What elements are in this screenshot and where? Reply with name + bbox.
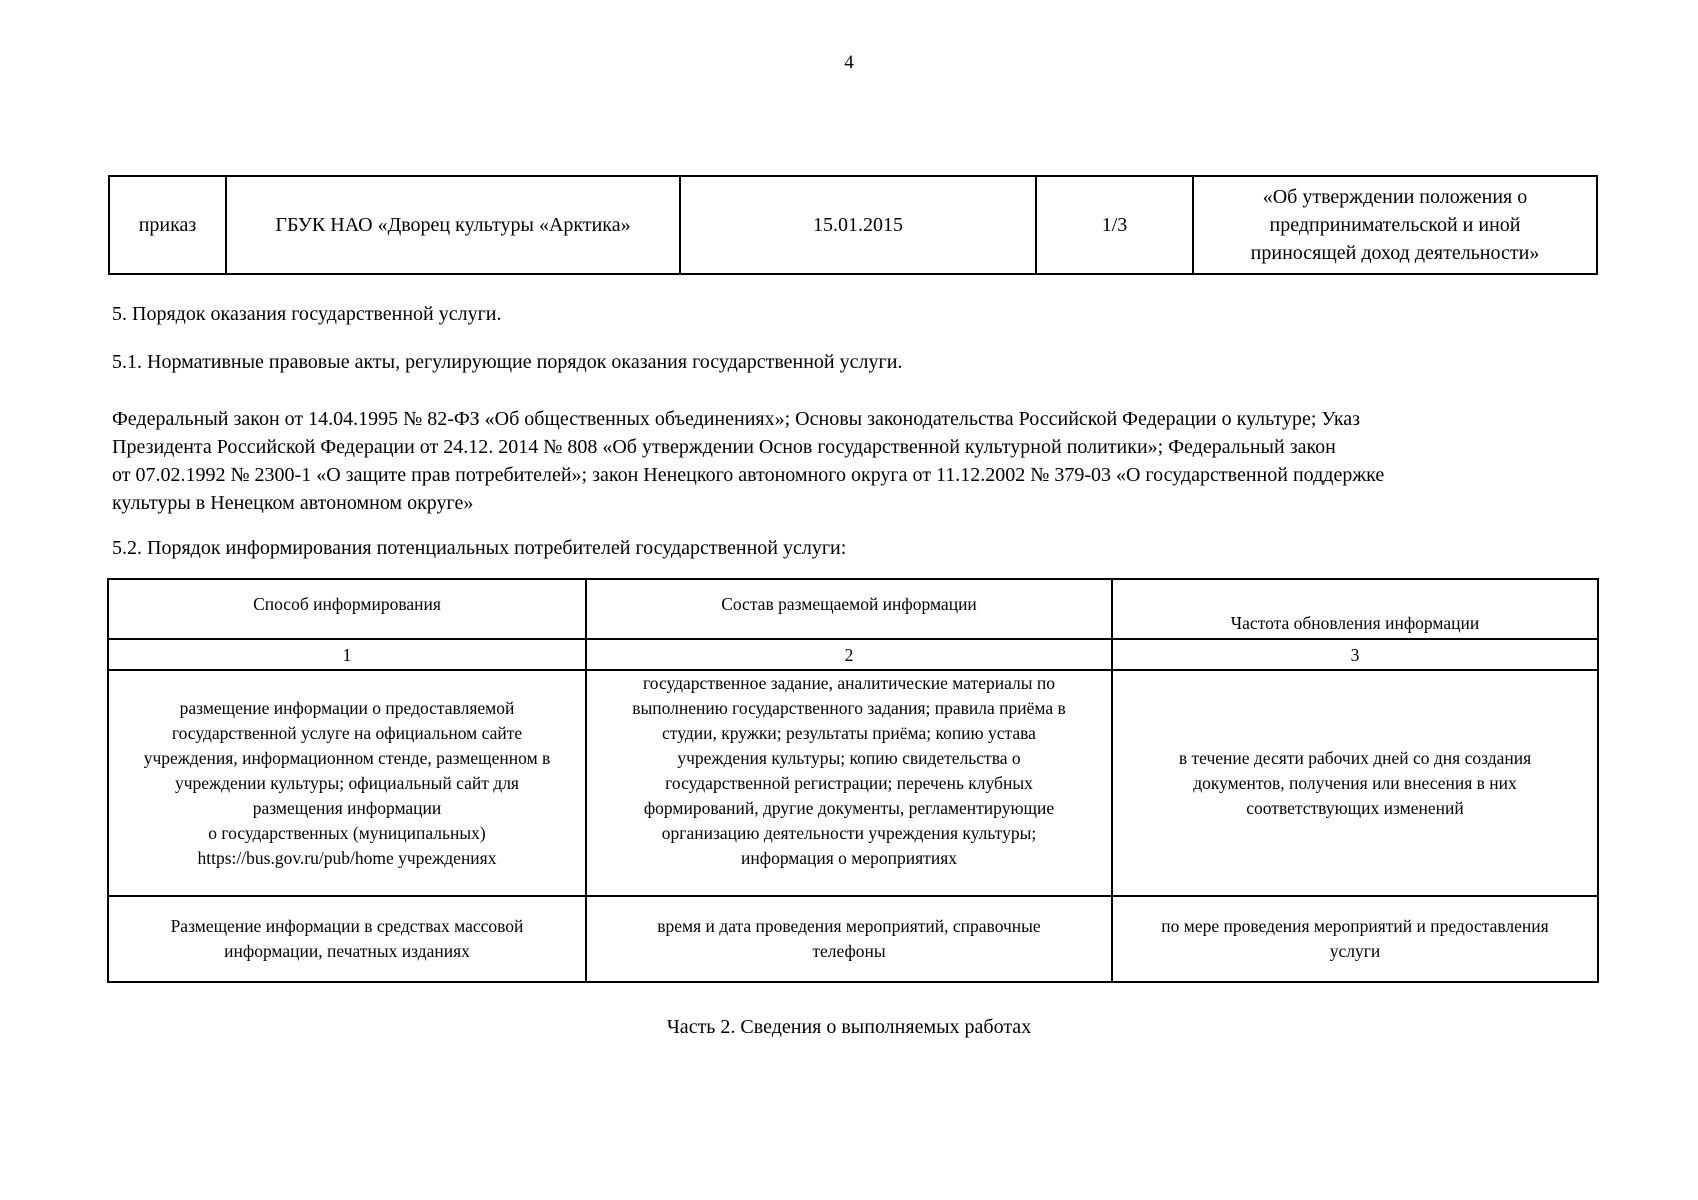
- table-header-row: [108, 579, 1598, 639]
- table-row: [108, 670, 1598, 896]
- cell-line: https://bus.gov.ru/pub/home учреждениях: [197, 847, 497, 868]
- cell-line: размещения информации: [252, 797, 442, 818]
- cell-line: услуги: [1329, 941, 1381, 961]
- cell-line: выполнению государственного задания; правила приёма в: [632, 698, 1066, 718]
- act-title-line: предпринимательской и иной: [1269, 214, 1521, 236]
- laws-line: от 07.02.1992 № 2300-1 «О защите прав потребителей»; закон Ненецкого автономного округа от 11.12.2002 № 379-03 «О государственной поддержке: [112, 464, 1385, 486]
- laws-line: Президента Российской Федерации от 24.12. 2014 № 808 «Об утверждении Основ государственной культурной политики»; Федеральный закон: [112, 436, 1336, 458]
- frequency-cell: [1112, 670, 1598, 896]
- cell-line: время и дата проведения мероприятий, справочные: [657, 916, 1041, 936]
- cell-line: информация о мероприятиях: [741, 848, 957, 868]
- frequency-cell: [1112, 896, 1598, 982]
- column-header: Состав размещаемой информации: [586, 579, 1112, 639]
- cell-line: учреждении культуры; официальный сайт для: [174, 772, 519, 793]
- legal-act-table: [108, 175, 1598, 275]
- cell-line: организацию деятельности учреждения культуры;: [661, 823, 1037, 843]
- column-number-row: [108, 639, 1598, 670]
- cell-line: по мере проведения мероприятий и предоставления: [1161, 916, 1549, 936]
- cell-line: о государственных (муниципальных): [208, 822, 486, 843]
- column-number: 3: [1112, 639, 1598, 670]
- act-title-line: приносящей доход деятельности»: [1250, 242, 1540, 264]
- table-row: [108, 896, 1598, 982]
- cell-line: государственной регистрации; перечень клубных: [665, 773, 1033, 793]
- column-number: 2: [586, 639, 1112, 670]
- content-cell: [586, 670, 1112, 896]
- act-date-cell: 15.01.2015: [680, 176, 1036, 274]
- table-row: [109, 176, 1597, 274]
- method-cell: [108, 670, 586, 896]
- cell-line: информации, печатных изданиях: [224, 941, 470, 961]
- cell-line: учреждения, информационном стенде, размещенном в: [143, 747, 551, 768]
- cell-line: Размещение информации в средствах массовой: [170, 916, 524, 936]
- cell-line: размещение информации о предоставляемой: [179, 697, 515, 718]
- section-5-1-heading: 5.1. Нормативные правовые акты, регулирующие порядок оказания государственной услуги.: [112, 351, 903, 373]
- act-title-cell: [1193, 176, 1597, 274]
- cell-line: студии, кружки; результаты приёма; копию устава: [662, 723, 1036, 743]
- act-issuer-cell: ГБУК НАО «Дворец культуры «Арктика»: [226, 176, 680, 274]
- cell-line: соответствующих изменений: [1246, 797, 1464, 818]
- informing-table: [107, 578, 1599, 983]
- laws-line: культуры в Ненецком автономном округе»: [112, 492, 474, 514]
- cell-line: государственной услуге на официальном сайте: [171, 722, 523, 743]
- act-number-cell: 1/3: [1036, 176, 1193, 274]
- act-title-line: «Об утверждении положения о: [1262, 186, 1528, 208]
- cell-line: учреждения культуры; копию свидетельства о: [677, 748, 1021, 768]
- part-2-title: Часть 2. Сведения о выполняемых работах: [666, 1016, 1032, 1038]
- column-header: Частота обновления информации: [1112, 579, 1598, 639]
- cell-line: телефоны: [812, 941, 886, 961]
- cell-line: государственное задание, аналитические материалы по: [643, 673, 1055, 693]
- cell-line: в течение десяти рабочих дней со дня создания: [1178, 747, 1532, 768]
- content-cell: [586, 896, 1112, 982]
- act-type-cell: приказ: [109, 176, 226, 274]
- section-5-2-heading: 5.2. Порядок информирования потенциальных потребителей государственной услуги:: [112, 537, 847, 559]
- method-cell: [108, 896, 586, 982]
- page-number: 4: [844, 52, 854, 73]
- column-header: Способ информирования: [108, 579, 586, 639]
- column-number: 1: [108, 639, 586, 670]
- cell-line: документов, получения или внесения в них: [1193, 772, 1517, 793]
- laws-paragraph: [112, 405, 1592, 517]
- cell-line: формирований, другие документы, регламентирующие: [643, 798, 1055, 818]
- laws-line: Федеральный закон от 14.04.1995 № 82-ФЗ «Об общественных объединениях»; Основы законодательства Российской Федерации о культуре; Указ: [112, 408, 1361, 430]
- section-5-heading: 5. Порядок оказания государственной услуги.: [112, 303, 502, 325]
